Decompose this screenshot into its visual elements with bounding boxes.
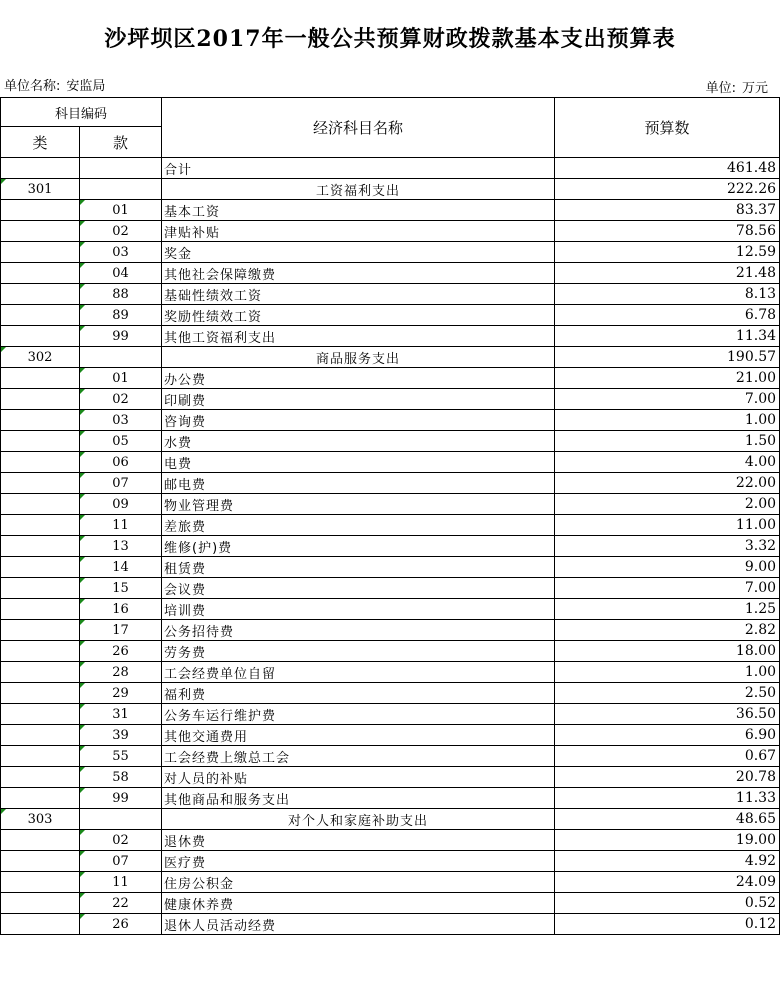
cell-amount: 1.25 [555, 599, 780, 620]
cell-name: 租赁费 [162, 557, 555, 578]
table-row [1, 872, 780, 893]
cell-kuan: 26 [80, 914, 162, 935]
cell-kuan: 28 [80, 662, 162, 683]
cell-name: 奖励性绩效工资 [162, 305, 555, 326]
cell-lei: 303 [1, 809, 80, 830]
header-code-group: 科目编码 [1, 98, 162, 127]
cell-kuan [80, 158, 162, 179]
cell-amount: 222.26 [555, 179, 780, 200]
cell-name: 退休人员活动经费 [162, 914, 555, 935]
table-row [1, 515, 780, 536]
cell-lei [1, 494, 80, 515]
cell-name: 邮电费 [162, 473, 555, 494]
table-row [1, 158, 780, 179]
table-row [1, 683, 780, 704]
cell-lei [1, 599, 80, 620]
table-row [1, 830, 780, 851]
cell-amount: 1.00 [555, 410, 780, 431]
header-name: 经济科目名称 [162, 98, 555, 158]
table-row [1, 893, 780, 914]
table-row [1, 263, 780, 284]
cell-lei [1, 536, 80, 557]
cell-name: 对个人和家庭补助支出 [162, 809, 555, 830]
cell-kuan: 99 [80, 326, 162, 347]
cell-amount: 461.48 [555, 158, 780, 179]
cell-name: 公务车运行维护费 [162, 704, 555, 725]
cell-lei [1, 473, 80, 494]
cell-name: 津贴补贴 [162, 221, 555, 242]
cell-lei [1, 452, 80, 473]
cell-kuan: 11 [80, 872, 162, 893]
cell-amount: 11.00 [555, 515, 780, 536]
cell-name: 劳务费 [162, 641, 555, 662]
table-row [1, 578, 780, 599]
cell-kuan [80, 809, 162, 830]
table-row [1, 452, 780, 473]
cell-lei [1, 263, 80, 284]
cell-kuan: 03 [80, 410, 162, 431]
cell-name: 工资福利支出 [162, 179, 555, 200]
cell-kuan: 13 [80, 536, 162, 557]
cell-lei [1, 515, 80, 536]
cell-name: 其他交通费用 [162, 725, 555, 746]
cell-amount: 1.00 [555, 662, 780, 683]
cell-kuan: 03 [80, 242, 162, 263]
cell-kuan: 88 [80, 284, 162, 305]
cell-name: 退休费 [162, 830, 555, 851]
cell-kuan: 15 [80, 578, 162, 599]
cell-lei: 301 [1, 179, 80, 200]
cell-lei [1, 368, 80, 389]
cell-lei [1, 725, 80, 746]
cell-kuan [80, 347, 162, 368]
cell-name: 咨询费 [162, 410, 555, 431]
cell-lei [1, 914, 80, 935]
table-row [1, 431, 780, 452]
table-row [1, 242, 780, 263]
cell-name: 商品服务支出 [162, 347, 555, 368]
cell-kuan [80, 179, 162, 200]
cell-name: 水费 [162, 431, 555, 452]
table-row [1, 200, 780, 221]
table-row [1, 788, 780, 809]
cell-kuan: 07 [80, 851, 162, 872]
cell-name: 电费 [162, 452, 555, 473]
cell-lei [1, 557, 80, 578]
cell-name: 奖金 [162, 242, 555, 263]
cell-name: 工会经费单位自留 [162, 662, 555, 683]
cell-amount: 3.32 [555, 536, 780, 557]
cell-name: 维修(护)费 [162, 536, 555, 557]
cell-amount: 21.48 [555, 263, 780, 284]
cell-lei [1, 767, 80, 788]
cell-amount: 11.34 [555, 326, 780, 347]
cell-name: 会议费 [162, 578, 555, 599]
cell-amount: 4.92 [555, 851, 780, 872]
table-row [1, 410, 780, 431]
currency-unit-value: 万元 [741, 81, 768, 96]
cell-kuan: 07 [80, 473, 162, 494]
cell-amount: 4.00 [555, 452, 780, 473]
cell-lei [1, 284, 80, 305]
cell-name: 基本工资 [162, 200, 555, 221]
cell-lei [1, 200, 80, 221]
cell-name: 办公费 [162, 368, 555, 389]
unit-name-label: 单位名称: [4, 79, 61, 94]
cell-kuan: 17 [80, 620, 162, 641]
cell-kuan: 16 [80, 599, 162, 620]
unit-name [4, 75, 111, 94]
cell-lei [1, 431, 80, 452]
cell-amount: 20.78 [555, 767, 780, 788]
table-row [1, 305, 780, 326]
cell-amount: 12.59 [555, 242, 780, 263]
table-row [1, 620, 780, 641]
cell-kuan: 04 [80, 263, 162, 284]
table-row [1, 746, 780, 767]
cell-amount: 9.00 [555, 557, 780, 578]
cell-amount: 2.50 [555, 683, 780, 704]
cell-kuan: 39 [80, 725, 162, 746]
cell-lei [1, 221, 80, 242]
cell-kuan: 89 [80, 305, 162, 326]
cell-kuan: 14 [80, 557, 162, 578]
cell-kuan: 26 [80, 641, 162, 662]
cell-lei [1, 578, 80, 599]
cell-lei [1, 704, 80, 725]
cell-lei [1, 326, 80, 347]
cell-name: 合计 [162, 158, 555, 179]
cell-amount: 8.13 [555, 284, 780, 305]
cell-amount: 6.90 [555, 725, 780, 746]
cell-lei [1, 788, 80, 809]
cell-amount: 7.00 [555, 578, 780, 599]
cell-kuan: 11 [80, 515, 162, 536]
cell-kuan: 01 [80, 200, 162, 221]
cell-amount: 19.00 [555, 830, 780, 851]
cell-lei [1, 893, 80, 914]
table-row [1, 326, 780, 347]
cell-lei [1, 620, 80, 641]
cell-amount: 1.50 [555, 431, 780, 452]
cell-amount: 18.00 [555, 641, 780, 662]
cell-lei [1, 683, 80, 704]
table-row [1, 368, 780, 389]
cell-name: 工会经费上缴总工会 [162, 746, 555, 767]
currency-unit-label: 单位: [705, 81, 736, 96]
cell-lei [1, 746, 80, 767]
cell-amount: 24.09 [555, 872, 780, 893]
cell-lei [1, 242, 80, 263]
cell-kuan: 02 [80, 830, 162, 851]
cell-lei [1, 641, 80, 662]
cell-amount: 78.56 [555, 221, 780, 242]
cell-kuan: 09 [80, 494, 162, 515]
cell-name: 其他社会保障缴费 [162, 263, 555, 284]
cell-name: 其他商品和服务支出 [162, 788, 555, 809]
table-row [1, 704, 780, 725]
cell-amount: 2.82 [555, 620, 780, 641]
header-lei: 类 [1, 127, 80, 158]
cell-lei [1, 830, 80, 851]
cell-name: 其他工资福利支出 [162, 326, 555, 347]
cell-amount: 0.52 [555, 893, 780, 914]
cell-lei [1, 851, 80, 872]
cell-amount: 21.00 [555, 368, 780, 389]
cell-kuan: 02 [80, 389, 162, 410]
cell-name: 医疗费 [162, 851, 555, 872]
cell-amount: 0.67 [555, 746, 780, 767]
cell-lei [1, 389, 80, 410]
table-row [1, 725, 780, 746]
table-row [1, 536, 780, 557]
cell-kuan: 55 [80, 746, 162, 767]
cell-name: 印刷费 [162, 389, 555, 410]
cell-amount: 48.65 [555, 809, 780, 830]
cell-name: 福利费 [162, 683, 555, 704]
cell-amount: 2.00 [555, 494, 780, 515]
cell-name: 差旅费 [162, 515, 555, 536]
table-row [1, 494, 780, 515]
table-row [1, 641, 780, 662]
header-amount: 预算数 [555, 98, 780, 158]
cell-amount: 36.50 [555, 704, 780, 725]
cell-amount: 6.78 [555, 305, 780, 326]
cell-kuan: 58 [80, 767, 162, 788]
table-row [1, 809, 780, 830]
cell-kuan: 29 [80, 683, 162, 704]
cell-name: 物业管理费 [162, 494, 555, 515]
cell-amount: 83.37 [555, 200, 780, 221]
table-row [1, 347, 780, 368]
table-row [1, 662, 780, 683]
unit-name-value: 安监局 [66, 79, 106, 94]
table-row [1, 851, 780, 872]
cell-lei [1, 158, 80, 179]
page-title: 沙坪坝区2017年一般公共预算财政拨款基本支出预算表 [104, 26, 676, 52]
table-row [1, 179, 780, 200]
currency-unit [706, 77, 774, 96]
cell-lei [1, 305, 80, 326]
cell-amount: 0.12 [555, 914, 780, 935]
cell-name: 公务招待费 [162, 620, 555, 641]
cell-amount: 190.57 [555, 347, 780, 368]
cell-name: 培训费 [162, 599, 555, 620]
cell-name: 对人员的补贴 [162, 767, 555, 788]
header-kuan: 款 [80, 127, 162, 158]
cell-kuan: 05 [80, 431, 162, 452]
cell-amount: 11.33 [555, 788, 780, 809]
cell-amount: 22.00 [555, 473, 780, 494]
cell-name: 基础性绩效工资 [162, 284, 555, 305]
cell-kuan: 06 [80, 452, 162, 473]
cell-name: 健康休养费 [162, 893, 555, 914]
cell-kuan: 22 [80, 893, 162, 914]
cell-name: 住房公积金 [162, 872, 555, 893]
table-row [1, 914, 780, 935]
table-row [1, 557, 780, 578]
table-row [1, 389, 780, 410]
table-row [1, 599, 780, 620]
table-row [1, 284, 780, 305]
cell-lei [1, 410, 80, 431]
cell-kuan: 99 [80, 788, 162, 809]
cell-amount: 7.00 [555, 389, 780, 410]
cell-kuan: 02 [80, 221, 162, 242]
table-row [1, 473, 780, 494]
cell-lei: 302 [1, 347, 80, 368]
table-row [1, 767, 780, 788]
budget-table [0, 97, 780, 935]
table-row [1, 221, 780, 242]
cell-kuan: 01 [80, 368, 162, 389]
cell-kuan: 31 [80, 704, 162, 725]
cell-lei [1, 662, 80, 683]
cell-lei [1, 872, 80, 893]
